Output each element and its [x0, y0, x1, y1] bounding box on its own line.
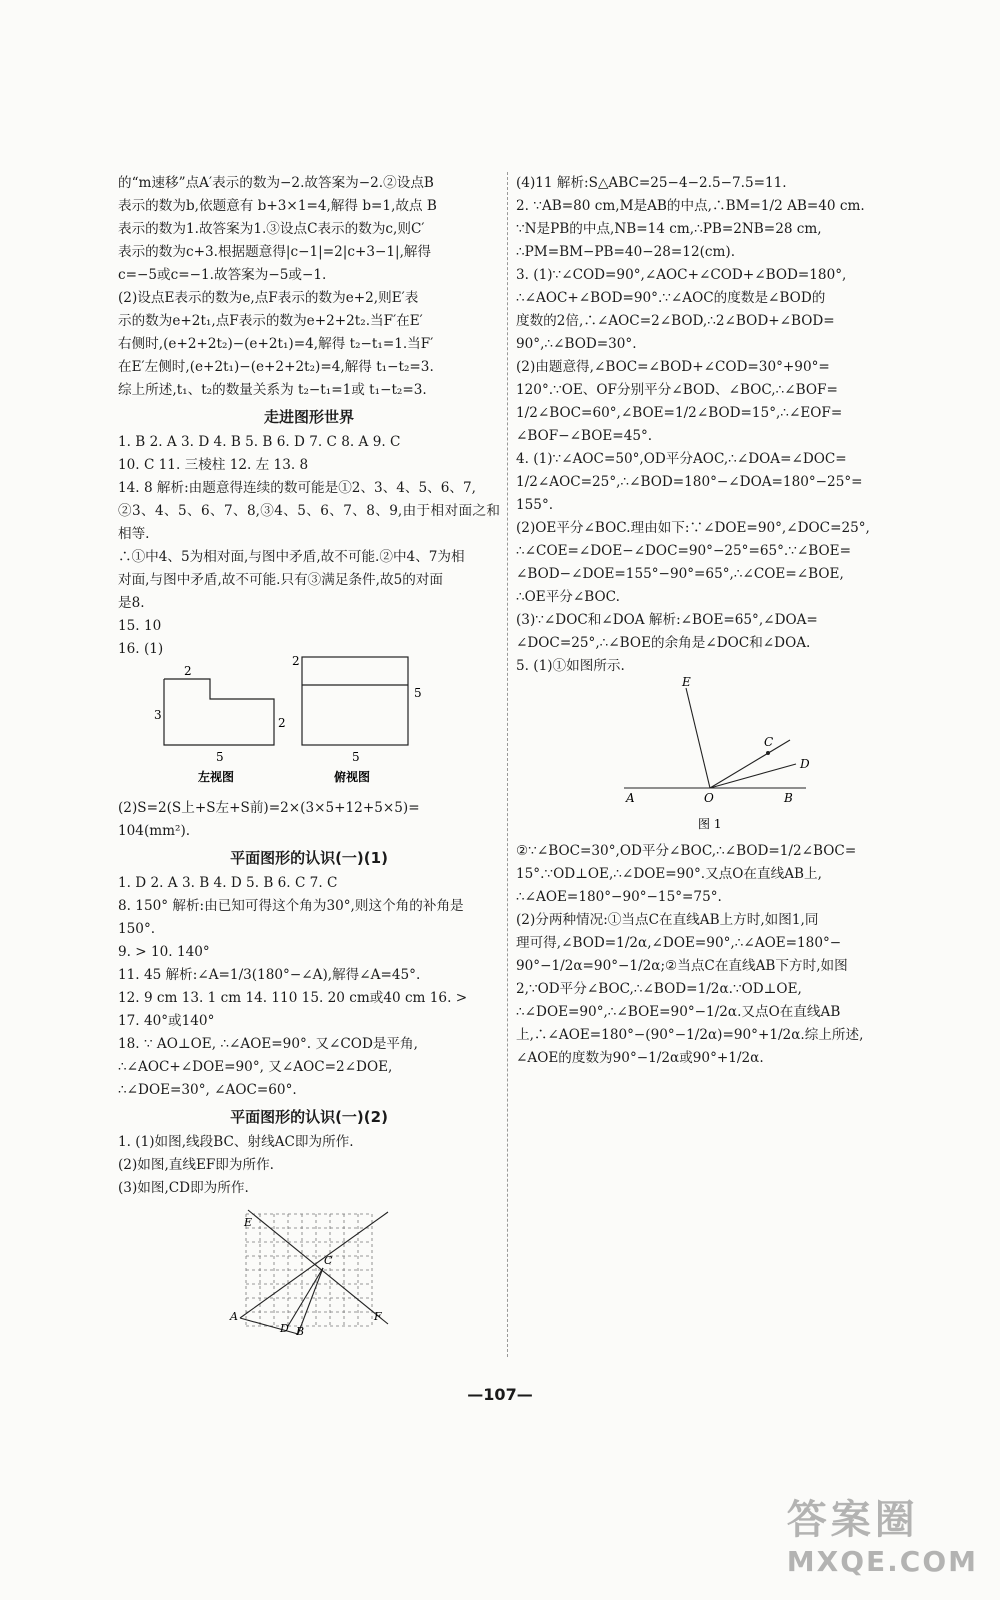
- watermark-top: 答案圈: [786, 1497, 919, 1543]
- ray-od: [710, 764, 796, 788]
- left-after-figure-text: [118, 797, 500, 843]
- text-line: 在E′左侧时,(e+2t₁)−(e+2+2t₂)=4,解得 t₁−t₂=3.: [118, 359, 434, 375]
- text-line: 14. 8 解析:由题意得连续的数可能是①2、3、4、5、6、7,: [118, 480, 476, 496]
- text-line: ∴①中4、5为相对面,与图中矛盾,故不可能.②中4、7为相: [118, 549, 465, 565]
- text-line: ∴∠COE=∠DOE−∠DOC=90°−25°=65°.∵∠BOE=: [516, 543, 851, 559]
- left-view-shape: [164, 679, 274, 745]
- text-line: 2. ∵AB=80 cm,M是AB的中点,∴BM=1/2 AB=40 cm.: [516, 198, 865, 214]
- point-label: A: [626, 791, 635, 805]
- watermark: [787, 1488, 978, 1578]
- left-column: [118, 172, 500, 1342]
- point-label: C: [764, 735, 774, 749]
- text-line: ∠BOD−∠DOE=155°−90°=65°,∴∠COE=∠BOE,: [516, 566, 844, 582]
- text-line: 3. (1)∵∠COD=90°,∠AOC+∠COD+∠BOD=180°,: [516, 267, 847, 283]
- page-number: —107—: [467, 1385, 533, 1404]
- left-section2-text: [118, 872, 500, 1102]
- text-line: 对面,与图中矛盾,故不可能.只有③满足条件,故5的对面: [118, 572, 443, 588]
- text-line: 1. (1)如图,线段BC、射线AC即为所作.: [118, 1134, 354, 1150]
- text-line: 示的数为e+2t₁,点F表示的数为e+2+2t₂.当F′在E′: [118, 313, 423, 329]
- text-line: ∠DOC=25°,∴∠BOE的余角是∠DOC和∠DOA.: [516, 635, 811, 651]
- text-line: 表示的数为c+3.根据题意得|c−1|=2|c+3−1|,解得: [118, 244, 432, 260]
- text-line: 5. (1)①如图所示.: [516, 658, 625, 674]
- text-line: 度数的2倍,∴∠AOC=2∠BOD,∴2∠BOD+∠BOD=: [516, 313, 835, 329]
- text-line: 右侧时,(e+2+2t₂)−(e+2t₁)=4,解得 t₂−t₁=1.当F′: [118, 336, 434, 352]
- text-line: ∠AOE的度数为90°−1/2α或90°+1/2α.: [516, 1050, 764, 1066]
- text-line: (2)如图,直线EF即为所作.: [118, 1157, 275, 1173]
- text-line: ∴OE平分∠BOC.: [516, 589, 620, 605]
- text-line: 理可得,∠BOD=1/2α,∠DOE=90°,∴∠AOE=180°−: [516, 935, 842, 951]
- text-line: ∴PM=BM−PB=40−28=12(cm).: [516, 244, 736, 260]
- top-view-outer: [302, 657, 408, 745]
- text-line: 155°.: [516, 497, 554, 513]
- section-heading-2: 平面图形的认识(一)(1): [230, 849, 388, 867]
- text-line: ∴∠AOC+∠DOE=90°, 又∠AOC=2∠DOE,: [118, 1059, 393, 1075]
- text-line: (2)分两种情况:①当点C在直线AB上方时,如图1,同: [516, 912, 819, 928]
- text-line: 150°.: [118, 921, 156, 937]
- text-line: (2)由题意得,∠BOC=∠BOD+∠COD=30°+90°=: [516, 359, 830, 375]
- text-line: 9. > 10. 140°: [118, 944, 210, 960]
- text-line: ∴∠DOE=90°,∴∠BOE=90°−1/2α.又点O在直线AB: [516, 1004, 841, 1020]
- text-line: 1/2∠BOC=60°,∠BOE=1/2∠BOD=15°,∴∠EOF=: [516, 405, 843, 421]
- text-line: 上,∴∠AOE=180°−(90°−1/2α)=90°+1/2α.综上所述,: [516, 1027, 864, 1043]
- text-line: 8. 150° 解析:由已知可得这个角为30°,则这个角的补角是: [118, 898, 464, 914]
- right-after-figure-text: [516, 840, 896, 1070]
- point-label: A: [230, 1310, 238, 1323]
- ray-oc: [710, 740, 790, 788]
- text-line: ②3、4、5、6、7、8,③4、5、6、7、8、9,由于相对面之和相等.: [118, 503, 500, 542]
- text-line: 15°.∵OD⊥OE,∴∠DOE=90°.又点O在直线AB上,: [516, 866, 822, 882]
- segment-cd: [288, 1268, 323, 1326]
- text-line: (2)设点E表示的数为e,点F表示的数为e+2,则E′表: [118, 290, 419, 306]
- point-label: D: [800, 757, 810, 771]
- figure-caption: 图 1: [698, 817, 722, 831]
- text-line: 1. D 2. A 3. B 4. D 5. B 6. C 7. C: [118, 875, 338, 891]
- text-line: 120°.∵OE、OF分别平分∠BOD、∠BOC,∴∠BOF=: [516, 382, 838, 398]
- text-line: 4. (1)∵∠AOC=50°,OD平分AOC,∴∠DOA=∠DOC=: [516, 451, 847, 467]
- point-label: O: [704, 791, 714, 805]
- text-line: 的“m速移”点A′表示的数为−2.故答案为−2.②设点B: [118, 175, 434, 191]
- dim-label: 5: [414, 686, 422, 700]
- text-line: 17. 40°或140°: [118, 1013, 215, 1029]
- point-c-dot: [766, 751, 770, 755]
- left-view-caption: 左视图: [198, 770, 235, 784]
- point-label: F: [374, 1310, 382, 1323]
- text-line: 12. 9 cm 13. 1 cm 14. 110 15. 20 cm或40 cm 16. >: [118, 990, 468, 1006]
- three-view-figure: [118, 654, 500, 791]
- section-heading-3: 平面图形的认识(一)(2): [230, 1108, 388, 1126]
- point-label: D: [280, 1322, 289, 1335]
- section-heading-1: 走进图形世界: [263, 408, 354, 426]
- point-label: B: [784, 791, 793, 805]
- text-line: 16. (1): [118, 641, 164, 657]
- text-line: (2)OE平分∠BOC.理由如下:∵∠DOE=90°,∠DOC=25°,: [516, 520, 870, 536]
- text-line: 18. ∵ AO⊥OE, ∴∠AOE=90°. 又∠COD是平角,: [118, 1036, 418, 1052]
- text-line: 90°−1/2α=90°−1/2α;②当点C在直线AB下方时,如图: [516, 958, 848, 974]
- grid-svg: [118, 1206, 500, 1336]
- angle-figure: [516, 675, 896, 834]
- text-line: c=−5或c=−1.故答案为−5或−1.: [118, 267, 327, 283]
- grid-lines: [246, 1214, 372, 1326]
- text-line: 104(mm²).: [118, 823, 191, 839]
- ray-oe: [686, 688, 710, 788]
- point-label: E: [682, 675, 691, 689]
- dim-label: 2: [292, 654, 300, 668]
- left-top-text: [118, 172, 500, 402]
- left-mid-text: [118, 431, 500, 661]
- text-line: (2)S=2(S上+S左+S前)=2×(3×5+12+5×5)=: [118, 800, 420, 816]
- text-line: 15. 10: [118, 618, 162, 634]
- text-line: 1. B 2. A 3. D 4. B 5. B 6. D 7. C 8. A 9. C: [118, 434, 401, 450]
- right-top-text: [516, 172, 896, 678]
- text-line: ∴∠DOE=30°, ∠AOC=60°.: [118, 1082, 297, 1098]
- text-line: 表示的数为b,依题意有 b+3×1=4,解得 b=1,故点 B: [118, 198, 437, 214]
- grid-figure: [118, 1206, 500, 1336]
- point-label: E: [244, 1216, 253, 1229]
- text-line: ②∵∠BOC=30°,OD平分∠BOC,∴∠BOD=1/2∠BOC=: [516, 843, 857, 859]
- right-column: [516, 172, 896, 1070]
- top-view-caption: 俯视图: [334, 770, 371, 784]
- text-line: (4)11 解析:S△ABC=25−4−2.5−7.5=11.: [516, 175, 787, 191]
- text-line: (3)∵∠DOC和∠DOA 解析:∠BOE=65°,∠DOA=: [516, 612, 818, 628]
- text-line: 11. 45 解析:∠A=1/3(180°−∠A),解得∠A=45°.: [118, 967, 421, 983]
- point-label: C: [324, 1254, 333, 1267]
- dim-label: 2: [278, 716, 286, 730]
- text-line: (3)如图,CD即为所作.: [118, 1180, 249, 1196]
- text-line: ∠BOF−∠BOE=45°.: [516, 428, 653, 444]
- text-line: ∴∠AOE=180°−90°−15°=75°.: [516, 889, 722, 905]
- dim-label: 5: [352, 750, 360, 764]
- text-line: 2,∵OD平分∠BOC,∴∠BOD=1/2α.∵OD⊥OE,: [516, 981, 802, 997]
- dim-label: 2: [184, 664, 192, 678]
- text-line: 是8.: [118, 595, 145, 611]
- text-line: 表示的数为1.故答案为1.③设点C表示的数为c,则C′: [118, 221, 425, 237]
- column-divider: [507, 172, 508, 1357]
- text-line: ∵N是PB的中点,NB=14 cm,∴PB=2NB=28 cm,: [516, 221, 822, 237]
- views-svg: [118, 654, 500, 791]
- text-line: 10. C 11. 三棱柱 12. 左 13. 8: [118, 457, 309, 473]
- angle-svg: [516, 675, 896, 834]
- dim-label: 3: [154, 708, 162, 722]
- dim-label: 5: [216, 750, 224, 764]
- text-line: ∴∠AOC+∠BOD=90°.∵∠AOC的度数是∠BOD的: [516, 290, 826, 306]
- point-label: B: [296, 1325, 305, 1338]
- text-line: 90°,∴∠BOD=30°.: [516, 336, 637, 352]
- left-section3-text: [118, 1131, 500, 1200]
- watermark-bottom: MXQE.COM: [786, 1545, 978, 1578]
- text-line: 综上所述,t₁、t₂的数量关系为 t₂−t₁=1或 t₁−t₂=3.: [118, 382, 427, 398]
- text-line: 1/2∠AOC=25°,∴∠BOD=180°−∠DOA=180°−25°=: [516, 474, 863, 490]
